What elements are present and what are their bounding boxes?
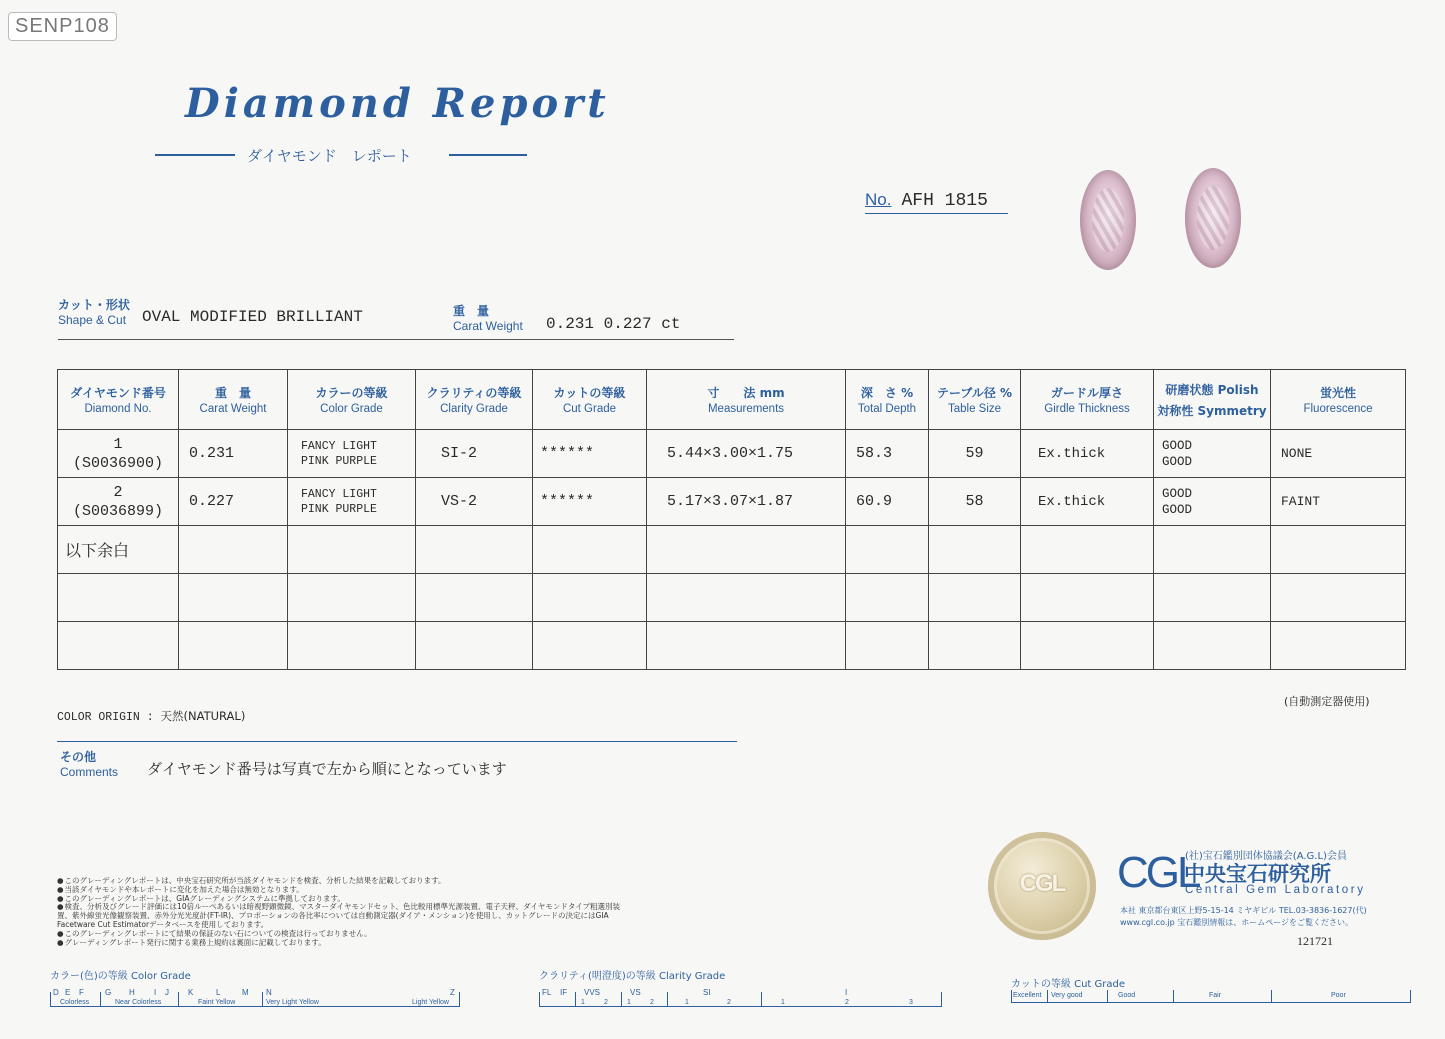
header-measurements: 寸 法 mm Measurements: [647, 370, 846, 430]
shape-cut-value: OVAL MODIFIED BRILLIANT: [142, 308, 363, 326]
report-number: [865, 190, 1008, 214]
header-polish-symmetry: 研磨状態 Polish 対称性 Symmetry: [1154, 370, 1271, 430]
report-number-value: AFH 1815: [901, 191, 988, 211]
table-row: [58, 526, 1406, 574]
table-header-row: [58, 370, 1406, 430]
corner-note: SENP108: [8, 12, 117, 41]
divider: [57, 741, 737, 742]
header-fluorescence: 蛍光性 Fluorescence: [1271, 370, 1406, 430]
diamond-photo-2: [1185, 168, 1241, 268]
cell-clarity: VS-2: [416, 478, 533, 526]
comments-value: ダイヤモンド番号は写真で左から順にとなっています: [147, 760, 507, 778]
cell-diamond-no: 2 (S0036899): [58, 478, 179, 526]
cell-clarity: SI-2: [416, 430, 533, 478]
header-total-depth: 深 さ % Total Depth: [846, 370, 929, 430]
header-girdle-thickness: ガードル厚さ Girdle Thickness: [1021, 370, 1154, 430]
lab-membership: (社)宝石鑑別団体協議会(A.G.L)会員: [1185, 851, 1347, 862]
disclaimer-item: ● 検査、分析及びグレード評価には10倍ルーペあるいは暗視野顕微鏡、マスターダイヤモンドセット、色比較用標準光源装置、電子天秤、ダイヤモンドタイプ粗選別装置、紫外線蛍光像観察装置、赤外分光光度計(FT-IR)、プロポーションの各比率については自動測定器(ダイア・メンション)を使用し、カットグレードの決定にはGIA Facetware Cut Estimatorデータベースを使用しております。: [57, 903, 627, 929]
cell-fluorescence: FAINT: [1271, 478, 1406, 526]
color-origin: COLOR ORIGIN : 天然(NATURAL): [57, 709, 246, 724]
cell-color: FANCY LIGHT PINK PURPLE: [288, 478, 416, 526]
clarity-scale-title: クラリティ(明澄度)の等級 Clarity Grade: [539, 971, 726, 982]
cell-polish-symmetry: GOOD GOOD: [1154, 478, 1271, 526]
cell-carat: 0.227: [179, 478, 288, 526]
cell-end-note: 以下余白: [58, 526, 179, 574]
cell-table-size: 58: [929, 478, 1021, 526]
lab-name-en: Central Gem Laboratory: [1185, 884, 1366, 896]
header-diamond-no: ダイヤモンド番号 Diamond No.: [58, 370, 179, 430]
embossed-seal: CGL: [988, 832, 1096, 940]
clarity-grade-scale: FL IF VVS VS SI I 1 2 1 2 1 2 1 2 3: [539, 988, 942, 1007]
table-row: [58, 574, 1406, 622]
lab-address: 本社 東京都台東区上野5-15-14 ミヤギビル TEL.03-3836-1627(代) www.cgl.co.jp 宝石鑑別情報は、ホームページをご覧ください。: [1120, 906, 1367, 927]
cell-table-size: 59: [929, 430, 1021, 478]
report-title: Diamond Report: [185, 80, 610, 127]
serial-number: 121721: [1297, 934, 1333, 948]
cell-fluorescence: NONE: [1271, 430, 1406, 478]
cell-carat: 0.231: [179, 430, 288, 478]
table-row: [58, 430, 1406, 478]
cut-grade-scale: Excellent Very good Good Fair Poor: [1011, 988, 1411, 1003]
header-color-grade: カラーの等級 Color Grade: [288, 370, 416, 430]
header-cut-grade: カットの等級 Cut Grade: [533, 370, 647, 430]
color-grade-scale: D E F G H I J K L M N Z Colorless Near Colorless Faint Yellow Very Light Yellow Light Yellow: [50, 988, 460, 1007]
report-subtitle: ダイヤモンド レポート: [247, 147, 412, 165]
header-table-size: テーブル径 % Table Size: [929, 370, 1021, 430]
cgl-logo: CGL: [1117, 848, 1199, 897]
lab-name-jp: 中央宝石研究所: [1184, 862, 1331, 886]
cell-polish-symmetry: GOOD GOOD: [1154, 430, 1271, 478]
disclaimer-item: ● このグレーディングレポートにて結果の保証のない石についての検査は行っておりません。: [57, 930, 627, 939]
disclaimer-item: ● このグレーディングレポートは、GIAグレーディングシステムに準拠しております。: [57, 895, 627, 904]
report-subtitle-line: [155, 145, 527, 165]
table-row: [58, 622, 1406, 670]
disclaimer-notes: [57, 877, 627, 947]
cell-measurements: 5.44×3.00×1.75: [647, 430, 846, 478]
disclaimer-item: ● グレーディングレポート発行に関する業務上規約は裏面に記載しております。: [57, 939, 627, 948]
cell-cut: ******: [533, 478, 647, 526]
table-row: [58, 478, 1406, 526]
header-carat-weight: 重 量 Carat Weight: [179, 370, 288, 430]
color-scale-title: カラー(色)の等級 Color Grade: [50, 971, 191, 982]
carat-weight-value: 0.231 0.227 ct: [546, 315, 681, 333]
cell-measurements: 5.17×3.07×1.87: [647, 478, 846, 526]
grading-table: [57, 369, 1406, 670]
cell-color: FANCY LIGHT PINK PURPLE: [288, 430, 416, 478]
carat-weight-label: 重 量 Carat Weight: [453, 304, 523, 333]
cell-depth: 60.9: [846, 478, 929, 526]
divider: [58, 339, 734, 340]
cell-depth: 58.3: [846, 430, 929, 478]
cell-girdle: Ex.thick: [1021, 430, 1154, 478]
cell-cut: ******: [533, 430, 647, 478]
disclaimer-item: ● 当該ダイヤモンドや本レポートに変化を加えた場合は無効となります。: [57, 886, 627, 895]
header-clarity-grade: クラリティの等級 Clarity Grade: [416, 370, 533, 430]
cell-girdle: Ex.thick: [1021, 478, 1154, 526]
diamond-photo-1: [1080, 170, 1136, 270]
cell-diamond-no: 1 (S0036900): [58, 430, 179, 478]
shape-cut-label: カット・形状 Shape & Cut: [58, 298, 130, 327]
auto-measure-note: (自動測定器使用): [1284, 695, 1370, 708]
cut-scale-title: カットの等級 Cut Grade: [1011, 979, 1126, 990]
report-number-label: No.: [865, 190, 892, 209]
disclaimer-item: ● このグレーディングレポートは、中央宝石研究所が当該ダイヤモンドを検査、分析した結果を記載しております。: [57, 877, 627, 886]
comments-label: その他 Comments: [60, 750, 119, 779]
